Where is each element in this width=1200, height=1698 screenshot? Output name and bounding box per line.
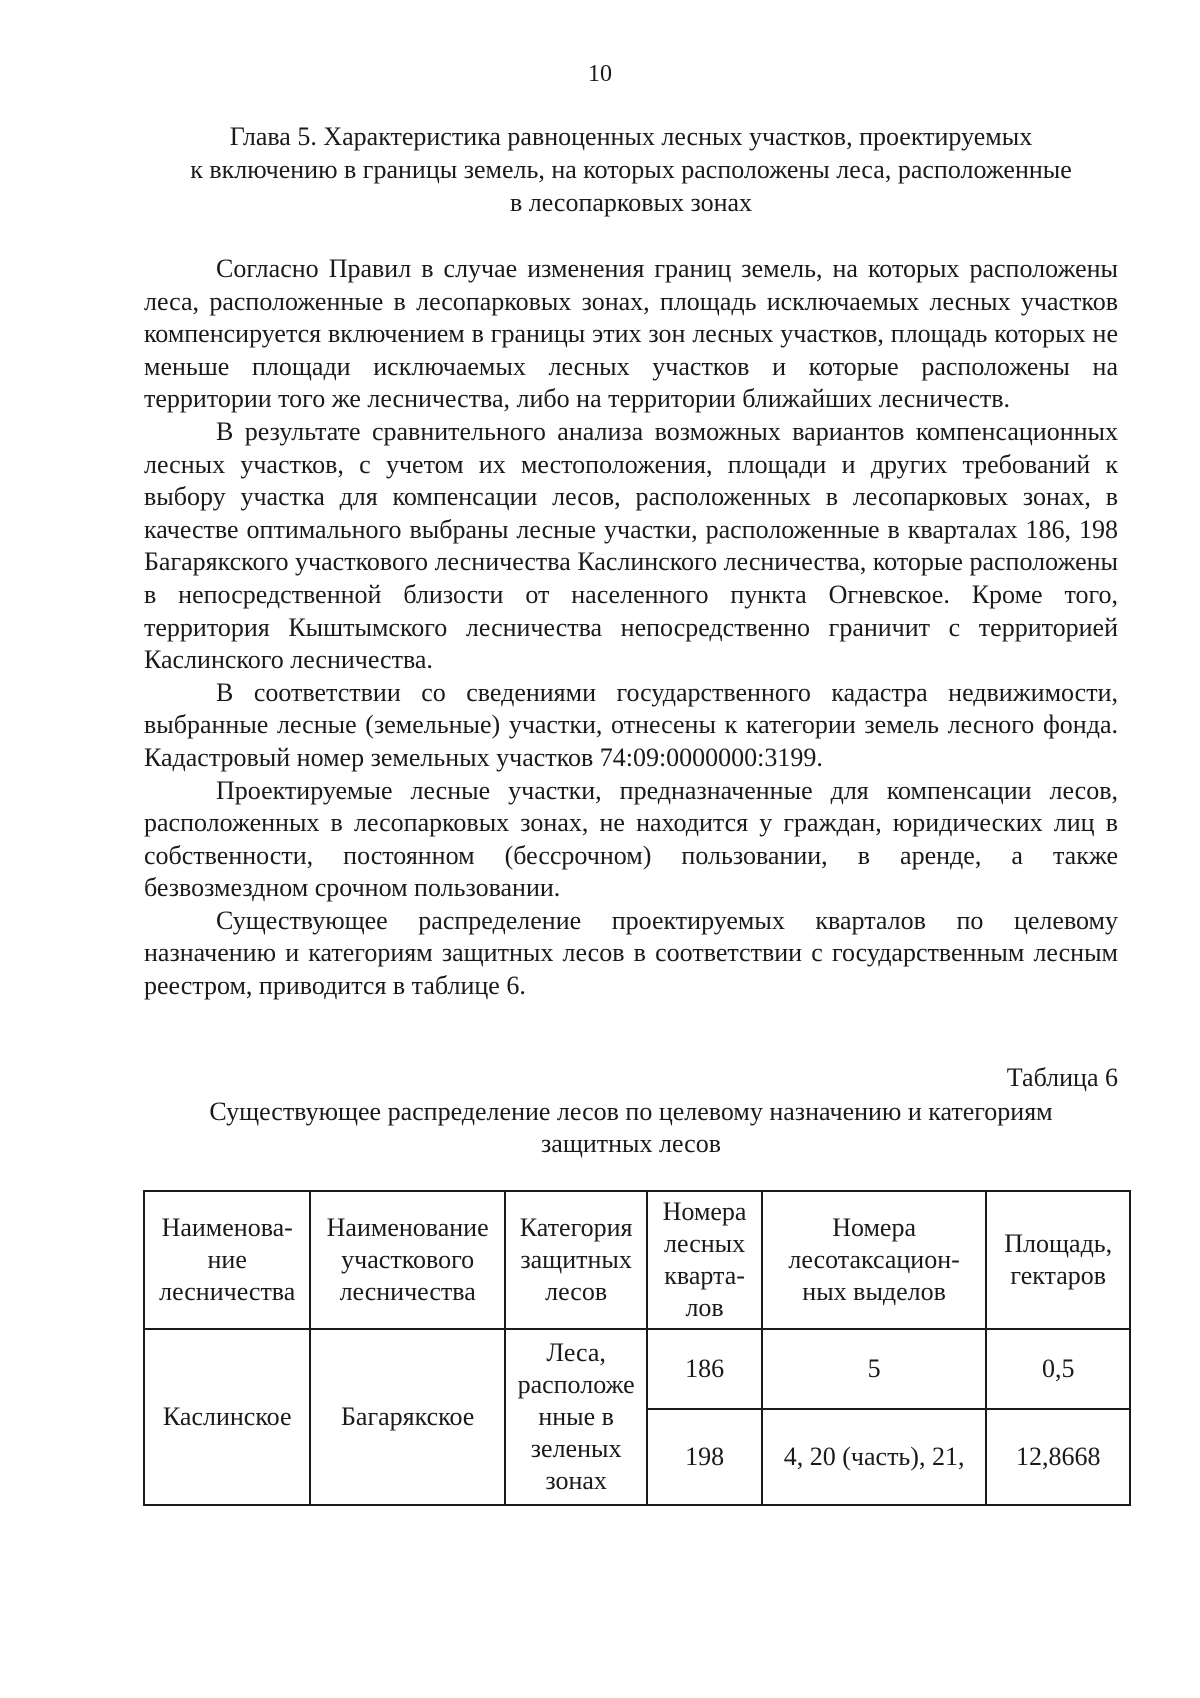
table-label: Таблица 6	[1006, 1063, 1118, 1092]
chapter-title-line: к включению в границы земель, на которых расположены леса, расположенные	[190, 155, 1072, 184]
cell-area: 0,5	[986, 1329, 1130, 1409]
chapter-title-line: Глава 5. Характеристика равноценных лесных участков, проектируемых	[229, 122, 1033, 151]
body-text	[144, 253, 1118, 1003]
table-caption	[144, 1096, 1118, 1160]
header-district-forestry: Наименование участкового лесничества	[310, 1191, 504, 1329]
table-row	[144, 1329, 1130, 1409]
cell-quarter: 186	[647, 1329, 761, 1409]
paragraph-analysis-result: В результате сравнительного анализа возможных вариантов компенсационных лесных участков, с учетом их местоположения, площади и других требований к выбору участка для компенсации лесов, расположенных в лесопарковых зонах, в качестве оптимального выбраны лесные участки, расположенные в кварталах 186, 198 Багарякского участкового лесничества Каслинского лесничества, которые расположены в непосредственной близости от населенного пункта Огневское. Кроме того, территория Кыштымского лесничества непосредственно граничит с территорией Каслинского лесничества.	[144, 416, 1118, 675]
cell-quarter: 198	[647, 1409, 761, 1505]
chapter-title-line: в лесопарковых зонах	[509, 188, 753, 217]
forest-distribution-table	[143, 1190, 1131, 1506]
cell-district-forestry: Багарякское	[310, 1329, 504, 1505]
paragraph-ownership: Проектируемые лесные участки, предназначенные для компенсации лесов, расположенных в лесопарковых зонах, не находится у граждан, юридических лиц в собственности, постоянном (бессрочном) пользовании, в аренде, а также безвозмездном срочном пользовании.	[144, 775, 1118, 903]
cell-area: 12,8668	[986, 1409, 1130, 1505]
cell-protection-category: Леса, расположе нные в зеленых зонах	[505, 1329, 647, 1505]
table-caption-line: Существующее распределение лесов по целевому назначению и категориям	[209, 1097, 1053, 1126]
header-forestry: Наименова-ние лесничества	[144, 1191, 310, 1329]
cell-plots: 4, 20 (часть), 21,	[762, 1409, 987, 1505]
table-caption-line: защитных лесов	[541, 1129, 721, 1158]
cell-plots: 5	[762, 1329, 987, 1409]
cell-forestry: Каслинское	[144, 1329, 310, 1505]
header-quarter-numbers: Номера лесных кварта-лов	[647, 1191, 761, 1329]
header-protection-category: Категория защитных лесов	[505, 1191, 647, 1329]
table-body	[144, 1329, 1130, 1505]
header-area: Площадь, гектаров	[986, 1191, 1130, 1329]
table-header-row	[144, 1191, 1130, 1329]
header-plot-numbers: Номера лесотаксацион-ных выделов	[762, 1191, 987, 1329]
chapter-title	[144, 120, 1118, 219]
paragraph-distribution: Существующее распределение проектируемых кварталов по целевому назначению и категориям защитных лесов в соответствии с государственным лесным реестром, приводится в таблице 6.	[144, 905, 1118, 1001]
paragraph-compensation-rule: Согласно Правил в случае изменения границ земель, на которых расположены леса, расположенные в лесопарковых зонах, площадь исключаемых лесных участков компенсируется включением в границы этих зон лесных участков, площадь которых не меньше площади исключаемых лесных участков и которые расположены на территории того же лесничества, либо на территории ближайших лесничеств.	[144, 254, 1118, 414]
page-number: 10	[588, 61, 612, 87]
table-header	[144, 1191, 1130, 1329]
paragraph-cadastre: В соответствии со сведениями государственного кадастра недвижимости, выбранные лесные (земельные) участки, отнесены к категории земель лесного фонда. Кадастровый номер земельных участков 74:09:0000000:3199.	[144, 677, 1118, 772]
